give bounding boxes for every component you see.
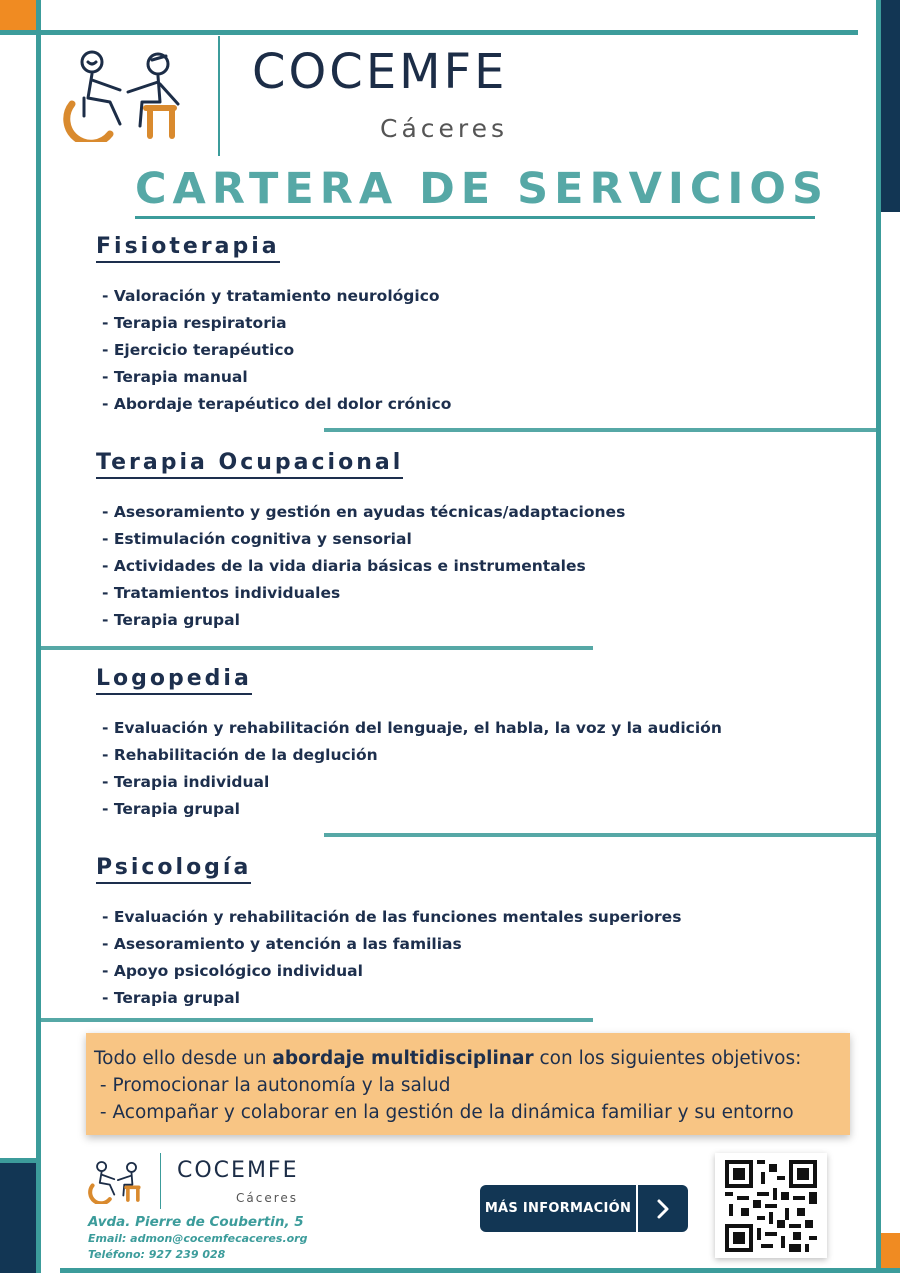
corner-accent-bottom-right [881,1233,900,1273]
side-accent-right-top [881,0,900,212]
objective-item-text: Promocionar la autonomía y la salud [112,1075,451,1096]
objective-item: - Promocionar la autonomía y la salud [94,1075,451,1096]
objectives-intro [94,1045,850,1072]
list-item: - Tratamientos individuales [102,580,625,607]
header-divider [218,36,220,156]
list-item: - Estimulación cognitiva y sensorial [102,526,625,553]
more-info-button[interactable] [480,1185,688,1232]
footer-phone: Teléfono: 927 239 028 [88,1248,226,1261]
footer-brand-title: COCEMFE [177,1158,299,1183]
objectives-box [86,1033,850,1135]
section-list-psicologia [102,904,681,1012]
section-separator [41,646,593,650]
section-separator [41,1018,593,1022]
list-item: - Terapia grupal [102,607,625,634]
corner-accent-top-left [0,0,36,30]
frame-line-left [36,0,41,1273]
frame-line-top [0,30,858,35]
brand-subtitle: Cáceres [380,114,509,143]
list-item: - Terapia grupal [102,985,681,1012]
frame-line-right [876,0,881,1273]
section-list-fisioterapia [102,283,451,418]
list-item: - Asesoramiento y gestión en ayudas técnicas/adaptaciones [102,499,625,526]
objective-item: - Acompañar y colaborar en la gestión de la dinámica familiar y su entorno [94,1102,794,1123]
objectives-intro-highlight: abordaje multidisciplinar [272,1048,534,1069]
section-title-fisioterapia: Fisioterapia [96,234,280,263]
list-item: - Evaluación y rehabilitación del lenguaje, el habla, la voz y la audición [102,715,722,742]
section-title-logopedia: Logopedia [96,666,252,695]
section-title-terapia-ocupacional: Terapia Ocupacional [96,450,403,479]
section-separator [324,833,876,837]
section-separator [324,428,876,432]
list-item: - Apoyo psicológico individual [102,958,681,985]
footer-logo-icon [88,1158,146,1209]
qr-code[interactable] [715,1153,827,1258]
footer-address: Avda. Pierre de Coubertin, 5 [88,1214,304,1230]
frame-line-left-bottom [0,1158,41,1163]
page-title: CARTERA DE SERVICIOS [135,164,815,219]
qr-code-icon [725,1160,817,1252]
list-item: - Evaluación y rehabilitación de las funciones mentales superiores [102,904,681,931]
objective-item-text: Acompañar y colaborar en la gestión de la dinámica familiar y su entorno [112,1102,794,1123]
list-item: - Asesoramiento y atención a las familias [102,931,681,958]
brand-title: COCEMFE [252,44,508,100]
list-item: - Valoración y tratamiento neurológico [102,283,451,310]
logo-icon [62,46,190,147]
list-item: - Terapia individual [102,769,722,796]
objectives-intro-text-end: con los siguientes objetivos: [533,1048,802,1069]
list-item: - Terapia grupal [102,796,722,823]
objectives-intro-text: Todo ello desde un [94,1048,273,1069]
list-item: - Terapia manual [102,364,451,391]
footer-divider [160,1153,161,1209]
side-accent-left-bottom [0,1163,36,1273]
section-title-psicologia: Psicología [96,855,251,884]
footer-brand-subtitle: Cáceres [236,1191,299,1205]
more-info-button-label: MÁS INFORMACIÓN [480,1185,638,1232]
list-item: - Rehabilitación de la deglución [102,742,722,769]
section-list-terapia-ocupacional [102,499,625,634]
list-item: - Terapia respiratoria [102,310,451,337]
footer-email[interactable]: Email: admon@cocemfecaceres.org [88,1232,308,1245]
list-item: - Abordaje terapéutico del dolor crónico [102,391,451,418]
section-list-logopedia [102,715,722,823]
list-item: - Ejercicio terapéutico [102,337,451,364]
list-item: - Actividades de la vida diaria básicas e instrumentales [102,553,625,580]
chevron-right-icon [638,1198,688,1220]
frame-line-bottom [60,1268,900,1273]
